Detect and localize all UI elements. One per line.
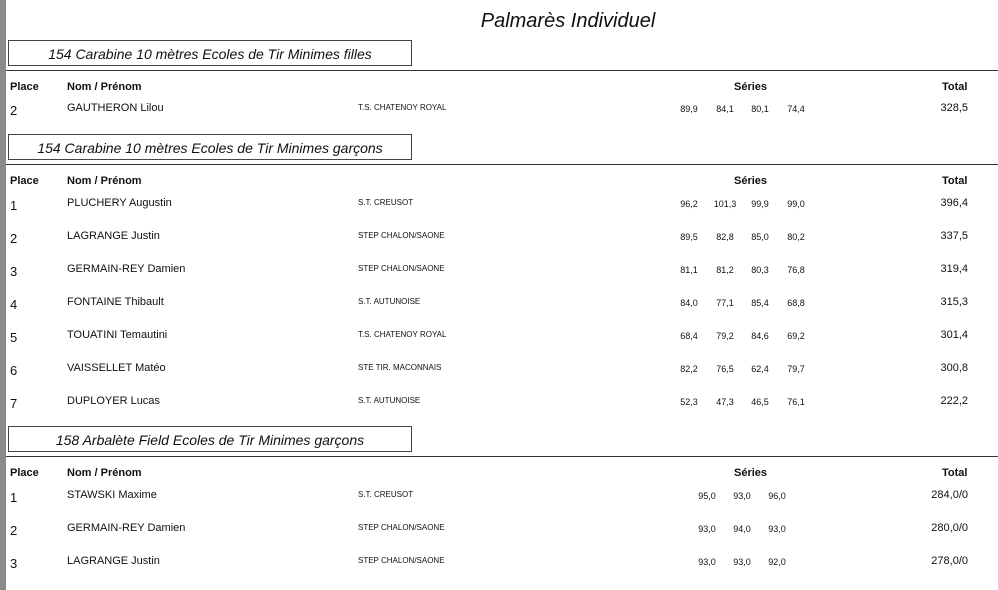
total-score: 301,4 <box>940 329 968 341</box>
header-series: Séries <box>734 175 768 187</box>
series-score: 96,2 <box>680 199 698 209</box>
series-score: 93,0 <box>733 491 751 501</box>
section-rule <box>6 70 998 71</box>
total-score: 284,0/0 <box>931 489 968 501</box>
club-name: STEP CHALON/SAONE <box>358 231 445 240</box>
series-score: 85,0 <box>751 232 769 242</box>
club-name: S.T. AUTUNOISE <box>358 297 421 306</box>
series-score: 84,6 <box>751 331 769 341</box>
club-name: STEP CHALON/SAONE <box>358 264 445 273</box>
header-place: Place <box>10 81 39 93</box>
place-value: 2 <box>10 103 18 118</box>
series-score: 81,2 <box>716 265 734 275</box>
header-name: Nom / Prénom <box>67 81 142 93</box>
place-value: 2 <box>10 231 18 246</box>
place-value: 3 <box>10 556 18 571</box>
club-name: STE TIR. MACONNAIS <box>358 363 442 372</box>
total-score: 319,4 <box>940 263 968 275</box>
header-place: Place <box>10 175 39 187</box>
club-name: T.S. CHATENOY ROYAL <box>358 103 447 112</box>
total-score: 280,0/0 <box>931 522 968 534</box>
place-value: 1 <box>10 198 18 213</box>
series-score: 82,8 <box>716 232 734 242</box>
result-row <box>0 395 998 411</box>
header-series: Séries <box>734 81 768 93</box>
series-score: 76,5 <box>716 364 734 374</box>
series-score: 69,2 <box>787 331 805 341</box>
shooter-name: VAISSELLET Matéo <box>67 362 166 374</box>
shooter-name: LAGRANGE Justin <box>67 230 160 242</box>
result-row <box>0 296 998 312</box>
series-score: 96,0 <box>768 491 786 501</box>
series-score: 84,0 <box>680 298 698 308</box>
event-title: 154 Carabine 10 mètres Ecoles de Tir Minimes filles <box>8 40 412 66</box>
header-name: Nom / Prénom <box>67 175 142 187</box>
result-row <box>0 489 998 505</box>
series-score: 79,7 <box>787 364 805 374</box>
series-score: 76,8 <box>787 265 805 275</box>
series-score: 80,1 <box>751 104 769 114</box>
series-score: 52,3 <box>680 397 698 407</box>
series-score: 62,4 <box>751 364 769 374</box>
result-row <box>0 102 998 118</box>
place-value: 3 <box>10 264 18 279</box>
shooter-name: PLUCHERY Augustin <box>67 197 172 209</box>
series-score: 85,4 <box>751 298 769 308</box>
series-score: 68,8 <box>787 298 805 308</box>
series-score: 89,9 <box>680 104 698 114</box>
shooter-name: GERMAIN-REY Damien <box>67 522 186 534</box>
club-name: T.S. CHATENOY ROYAL <box>358 330 447 339</box>
series-score: 82,2 <box>680 364 698 374</box>
club-name: S.T. CREUSOT <box>358 490 414 499</box>
place-value: 4 <box>10 297 18 312</box>
header-name: Nom / Prénom <box>67 467 142 479</box>
club-name: S.T. AUTUNOISE <box>358 396 421 405</box>
shooter-name: LAGRANGE Justin <box>67 555 160 567</box>
total-score: 315,3 <box>940 296 968 308</box>
header-series: Séries <box>734 467 768 479</box>
series-score: 93,0 <box>698 524 716 534</box>
result-row <box>0 362 998 378</box>
series-score: 95,0 <box>698 491 716 501</box>
header-total: Total <box>942 175 968 187</box>
series-score: 89,5 <box>680 232 698 242</box>
result-row <box>0 555 998 571</box>
section-rule <box>6 164 998 165</box>
series-score: 80,3 <box>751 265 769 275</box>
shooter-name: DUPLOYER Lucas <box>67 395 160 407</box>
club-name: S.T. CREUSOT <box>358 198 414 207</box>
page-title: Palmarès Individuel <box>480 10 656 32</box>
total-score: 222,2 <box>940 395 968 407</box>
result-row <box>0 329 998 345</box>
place-value: 1 <box>10 490 18 505</box>
series-score: 77,1 <box>716 298 734 308</box>
series-score: 74,4 <box>787 104 805 114</box>
series-score: 93,0 <box>733 557 751 567</box>
total-score: 337,5 <box>940 230 968 242</box>
header-total: Total <box>942 81 968 93</box>
place-value: 7 <box>10 396 18 411</box>
shooter-name: GAUTHERON Lilou <box>67 102 164 114</box>
place-value: 5 <box>10 330 18 345</box>
event-title: 158 Arbalète Field Ecoles de Tir Minimes garçons <box>8 426 412 452</box>
place-value: 6 <box>10 363 18 378</box>
total-score: 278,0/0 <box>931 555 968 567</box>
series-score: 47,3 <box>716 397 734 407</box>
series-score: 94,0 <box>733 524 751 534</box>
series-score: 93,0 <box>768 524 786 534</box>
result-row <box>0 230 998 246</box>
series-score: 99,0 <box>787 199 805 209</box>
club-name: STEP CHALON/SAONE <box>358 556 445 565</box>
series-score: 68,4 <box>680 331 698 341</box>
total-score: 396,4 <box>940 197 968 209</box>
place-value: 2 <box>10 523 18 538</box>
series-score: 76,1 <box>787 397 805 407</box>
series-score: 101,3 <box>713 199 737 209</box>
shooter-name: GERMAIN-REY Damien <box>67 263 186 275</box>
total-score: 328,5 <box>940 102 968 114</box>
header-total: Total <box>942 467 968 479</box>
series-score: 80,2 <box>787 232 805 242</box>
header-place: Place <box>10 467 39 479</box>
total-score: 300,8 <box>940 362 968 374</box>
shooter-name: STAWSKI Maxime <box>67 489 157 501</box>
result-row <box>0 263 998 279</box>
series-score: 92,0 <box>768 557 786 567</box>
shooter-name: TOUATINI Temautini <box>67 329 168 341</box>
section-rule <box>6 456 998 457</box>
event-title: 154 Carabine 10 mètres Ecoles de Tir Minimes garçons <box>8 134 412 160</box>
series-score: 46,5 <box>751 397 769 407</box>
series-score: 79,2 <box>716 331 734 341</box>
series-score: 93,0 <box>698 557 716 567</box>
series-score: 84,1 <box>716 104 734 114</box>
series-score: 81,1 <box>680 265 698 275</box>
result-row <box>0 522 998 538</box>
club-name: STEP CHALON/SAONE <box>358 523 445 532</box>
series-score: 99,9 <box>751 199 769 209</box>
result-row <box>0 197 998 213</box>
shooter-name: FONTAINE Thibault <box>67 296 164 308</box>
